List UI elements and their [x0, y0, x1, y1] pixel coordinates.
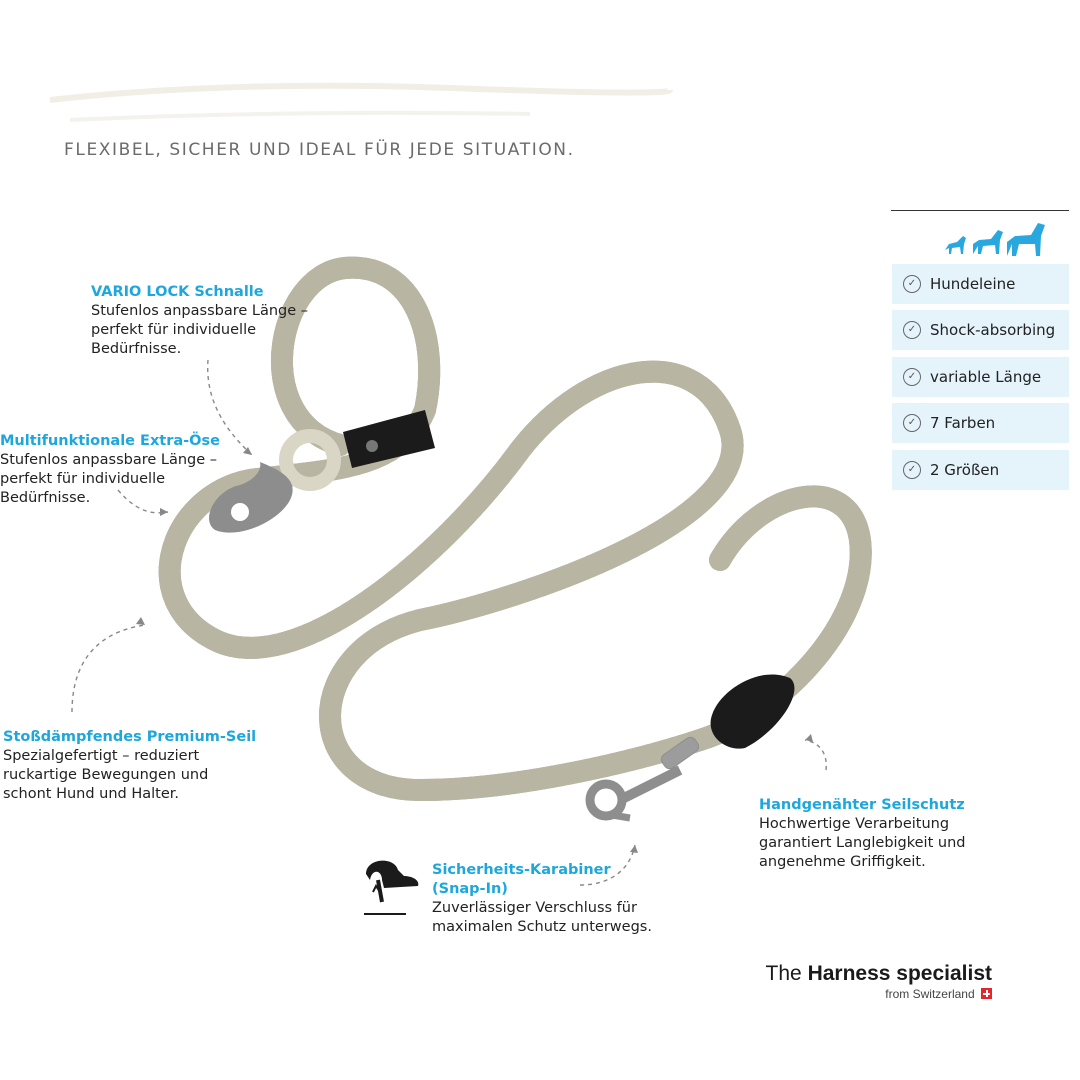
check-icon: ✓ — [903, 275, 921, 293]
callout-karabiner-text: Zuverlässiger Verschluss für maximalen Schutz unterwegs. — [432, 900, 652, 935]
callout-vario-lock-text: Stufenlos anpassbare Länge – perfekt für individuelle Bedürfnisse. — [91, 303, 309, 357]
dog-sizes-icon — [943, 220, 1047, 260]
tagline: FLEXIBEL, SICHER UND IDEAL FÜR JEDE SITUATION. — [64, 140, 575, 160]
swiss-flag-icon — [981, 988, 992, 999]
callout-karabiner — [432, 861, 652, 937]
feature-2-groessen — [892, 450, 1069, 490]
features-divider — [891, 210, 1069, 211]
callout-extra-oese-title: Multifunktionale Extra-Öse — [0, 433, 220, 449]
feature-hundeleine — [892, 264, 1069, 304]
brand-prefix: The — [765, 962, 808, 985]
check-icon: ✓ — [903, 461, 921, 479]
feature-label: 7 Farben — [930, 414, 996, 432]
brand-sub: from Switzerland — [885, 987, 975, 1001]
feature-7-farben — [892, 403, 1069, 443]
callout-seilschutz — [759, 796, 965, 872]
callout-premium-seil — [3, 728, 256, 804]
brand-line — [766, 962, 992, 986]
callout-seilschutz-title: Handgenähter Seilschutz — [759, 797, 965, 813]
check-icon: ✓ — [903, 368, 921, 386]
brand-sub-line — [766, 987, 992, 1001]
callout-extra-oese — [0, 432, 220, 508]
callout-vario-lock-title: VARIO LOCK Schnalle — [91, 284, 264, 300]
callout-extra-oese-text: Stufenlos anpassbare Länge – perfekt für individuelle Bedürfnisse. — [0, 452, 218, 506]
check-icon: ✓ — [903, 414, 921, 432]
callout-seilschutz-text: Hochwertige Verarbeitung garantiert Langlebigkeit und angenehme Griffigkeit. — [759, 816, 966, 870]
callout-vario-lock — [91, 283, 308, 359]
feature-variable-laenge — [892, 357, 1069, 397]
callout-karabiner-title: Sicherheits-Karabiner (Snap-In) — [432, 862, 611, 897]
brand-logo — [766, 962, 992, 1001]
handle-leather-sleeve — [711, 674, 795, 748]
snap-in-icon — [360, 856, 422, 918]
feature-label: Shock-absorbing — [930, 321, 1056, 339]
callout-premium-seil-title: Stoßdämpfendes Premium-Seil — [3, 729, 257, 745]
brand-name: Harness specialist — [807, 962, 992, 985]
check-icon: ✓ — [903, 321, 921, 339]
feature-label: Hundeleine — [930, 275, 1016, 293]
feature-shock-absorbing — [892, 310, 1069, 350]
feature-label: 2 Größen — [930, 461, 1000, 479]
callout-premium-seil-text: Spezialgefertigt – reduziert ruckartige Bewegungen und schont Hund und Halter. — [3, 748, 209, 802]
feature-label: variable Länge — [930, 368, 1042, 386]
